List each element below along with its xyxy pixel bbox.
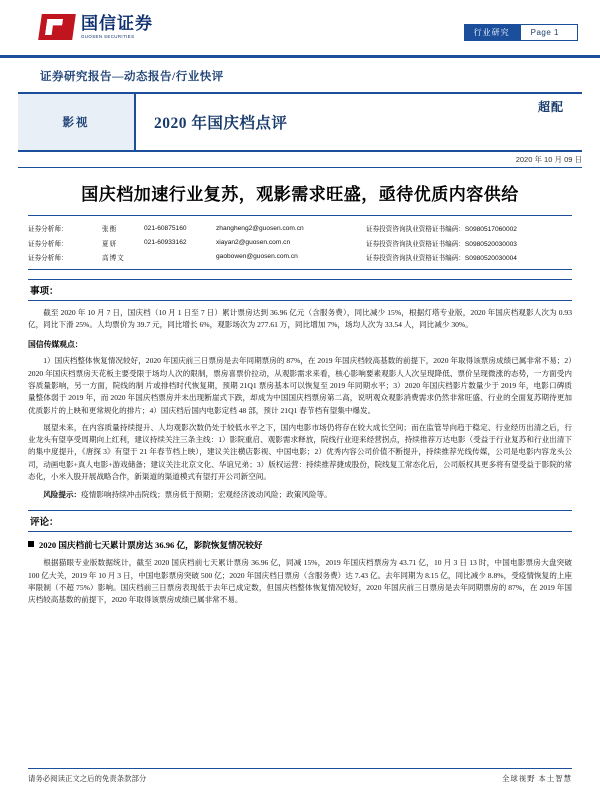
comment-bullet-label: 2020 国庆档前七天累计票房达 36.96 亿，影院恢复情况较好 [39,540,263,551]
matters-body [28,307,572,501]
matters-section [28,279,572,501]
comment-bullet [28,539,572,551]
guosen-view-heading: 国信传媒观点： [28,339,83,349]
analyst-phone: 021-60933162 [144,239,187,247]
industry-research-badge: 行业研究 [464,24,520,41]
paragraph: 截至 2020 年 10 月 7 日，国庆档（10 月 1 日至 7 日）累计票房达到 36.96 亿元（含服务费），同比减少 15%，根据灯塔专业版，2020 年国庆档观影人次为 0.93 亿，同比下滑 25%。人均票价为 39.7 元，同比增长 6%，观影场次为 277.61 万，同比增加 7%，场均人次为 33.54 人，同比减少 30%。 [28,308,572,330]
title-block [18,94,582,152]
logo-chinese-name: 国信证券 [81,13,153,33]
risk-text: 疫情影响持续冲击院线；票房低于预期；宏观经济波动风险；政策风险等。 [81,490,332,500]
table-row [28,250,572,264]
analyst-certificate: 证券投资咨询执业资格证书编码：S0980520030004 [366,254,517,262]
footer-disclaimer: 请务必阅读正文之后的免责条款部分 [28,774,147,783]
logo-english-name: GUOSEN SECURITIES [81,33,135,39]
square-bullet-icon [28,541,34,547]
analyst-role: 证券分析师： [28,254,68,262]
analyst-name: 高博文 [102,254,125,262]
risk-heading: 风险提示： [43,490,82,500]
analyst-role: 证券分析师： [28,226,68,234]
publish-date: 2020 年 10 月 09 日 [515,155,582,164]
sector-label: 影视 [18,94,134,150]
company-logo [40,14,153,40]
rating-badge: 超配 [537,100,564,114]
analyst-role: 证券分析师： [28,240,68,248]
analyst-email: gaobowen@guosen.com.cn [216,253,298,261]
paragraph: 展望未来，在内容质量持续提升、人均观影次数仍处于较低水平之下，国内电影市场仍将存在较大成长空间；而在监管导向趋于稳定、行业经历出清之后，行业龙头有望享受周期向上红利，建议持续关注三条主线：1）影院重启、观影需求释放，院线行业迎来经营拐点，持续推荐万达电影（受益于行业复苏和行业出清下的集中度提升，《唐探 3》有望于 21 年春节档上映），建议关注横店影视、中国电影；2）优秀内容公司价值不断提升，持续推荐光线传媒，公司是电影内容龙头公司，动画电影+真人电影+游戏储备；建议关注北京文化、华谊兄弟；3）版权运营：持续推荐捷成股份，院线复工常态化后，公司版权具更多将有望受益于影院的常态化，小米入股开展战略合作，新渠道的渠道模式有望打开公司新空间。 [28,422,572,482]
analyst-name: 张衡 [102,226,118,234]
report-kind: 证券研究报告—动态报告/行业快评 [40,71,224,83]
comment-body [28,557,572,606]
page-footer [28,768,572,784]
analyst-table [28,215,572,270]
logo-text [81,15,153,39]
page-number-badge: Page 1 [520,24,578,41]
comment-section [28,510,572,606]
page-header [0,0,600,55]
comment-heading: 评论： [28,510,572,532]
analyst-phone: 021-60875160 [144,224,187,232]
rule-below-date [18,167,582,168]
matters-heading: 事项： [28,279,572,301]
header-tags [464,24,578,41]
table-row [28,235,572,249]
footer-slogan: 全球视野 本土智慧 [502,774,572,783]
analyst-email: xiayan2@guosen.com.cn [216,239,291,247]
paragraph: 1）国庆档整体恢复情况较好，2020 年国庆前三日票房是去年同期票房的 87%，在 2019 年国庆档较高基数的前提下，2020 年取得该票房成绩已属非常不易；2）2020 年国庆档票房天花板主要受限于场均人次的限制，票房喜票价拉动，从观影需求来看，核心影响要素观影人人次呈现降低、票价呈现微涨的态势，一方面受内容质量影响，另一方面，院线的制 片或排档时代恢复期，预期 21Q1 票房基本可以恢复至 2019 年同期水平；3）2020 年国庆档影片数量少于 2019 年，电影口碑质量整体弱于 2019 年，而 2020 年国庆档票房并未出现断崖式下跌，却成为中国国庆档票房第二高，说明观众观影消费需求仍然非常旺盛、行业的全面复苏期待更加优质影片的上映和更常规化的排片；4）国庆档后国内电影定档 48 部，预计 21Q1 春节档有望集中爆发。 [28,356,572,415]
paragraph: 根据猫眼专业版数据统计，截至 2020 国庆档前七天累计票房 36.96 亿，同减 15%，2019 年国庆档票房为 43.71 亿，10 月 3 日 13 时，中国电影票房大盘突破 100 亿大关，2019 年 10 月 3 日，中国电影票房突破 500 亿；2020 年国庆档日票房（含服务费）达 7.43 亿。去年同期为 8.15 亿，同比减少 8.8%，受疫情恢复的上座率限制（不超 75%）影响。国庆档前三日票房表现低于去年已成定数，但国庆档整体恢复情况较好，2020 年国庆前三日票房是去年同期票房的 87%，在 2019 年国庆档较高基数的前提下，2020 年取得该票房成绩已属非常不易。 [28,558,572,605]
report-headline: 国庆档加速行业复苏，观影需求旺盛，亟待优质内容供给 [81,185,519,204]
page-title: 2020 年国庆档点评 [154,115,288,132]
title-vertical-divider [134,94,136,150]
table-row [28,221,572,235]
analyst-certificate: 证券投资咨询执业资格证书编码：S0980520030003 [366,240,517,248]
logo-mark-icon [38,14,76,40]
analyst-certificate: 证券投资咨询执业资格证书编码：S0980517060002 [366,226,517,234]
analyst-name: 夏妍 [102,240,118,248]
analyst-email: zhangheng2@guosen.com.cn [216,224,304,232]
risk-paragraph [28,489,572,501]
